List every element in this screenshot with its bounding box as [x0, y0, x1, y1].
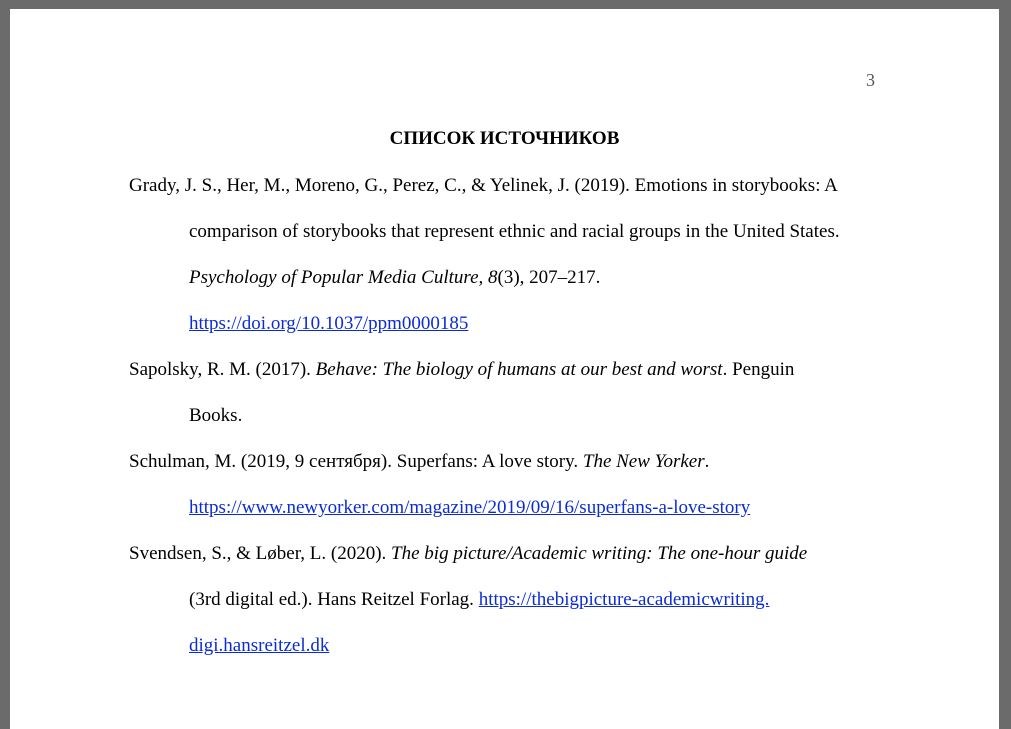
reference-text: (3), 207–217. [497, 267, 601, 288]
reference-text: . [704, 451, 710, 472]
reference-sapolsky-line-2 [189, 404, 242, 428]
reference-grady-line-3 [189, 266, 600, 290]
reference-text: Grady, J. S., Her, M., Moreno, G., Perez, C., & Yelinek, J. (2019). Emotions in storybooks: A [129, 175, 838, 196]
reference-grady-line-1 [129, 174, 838, 198]
reference-schulman-line-1 [129, 450, 709, 474]
newyorker-link[interactable]: https://www.newyorker.com/magazine/2019/09/16/superfans-a-love-story [189, 497, 751, 518]
reference-text: comparison of storybooks that represent ethnic and racial groups in the United States. [189, 221, 840, 242]
reference-text: Schulman, M. (2019, 9 сентября). Superfans: A love story. [129, 451, 583, 472]
reference-text: Books. [189, 405, 243, 426]
book-title: The big picture/Academic writing: The one-hour guide [391, 543, 808, 564]
reference-text: . Penguin [722, 359, 795, 380]
reference-svendsen-line-2 [189, 588, 769, 612]
bigpicture-link-continued[interactable]: digi.hansreitzel.dk [189, 635, 330, 656]
reference-schulman-line-2 [189, 496, 750, 520]
reference-grady-line-2 [189, 220, 840, 244]
page-number: 3 [866, 70, 875, 90]
reference-svendsen-line-1 [129, 542, 807, 566]
document-page [10, 9, 999, 729]
reference-text: Sapolsky, R. M. (2017). [129, 359, 316, 380]
reference-svendsen-line-3 [189, 634, 329, 658]
journal-title: Psychology of Popular Media Culture, 8 [189, 267, 498, 288]
book-title: Behave: The biology of humans at our best and worst [315, 359, 723, 380]
bigpicture-link[interactable]: https://thebigpicture-academicwriting. [478, 589, 770, 610]
reference-grady-line-4 [189, 312, 468, 336]
magazine-title: The New Yorker [582, 451, 705, 472]
page-title: СПИСОК ИСТОЧНИКОВ [389, 128, 620, 149]
doi-link[interactable]: https://doi.org/10.1037/ppm0000185 [189, 313, 469, 334]
reference-text: (3rd digital ed.). Hans Reitzel Forlag. [189, 589, 479, 610]
reference-sapolsky-line-1 [129, 358, 794, 382]
reference-text: Svendsen, S., & Løber, L. (2020). [129, 543, 392, 564]
